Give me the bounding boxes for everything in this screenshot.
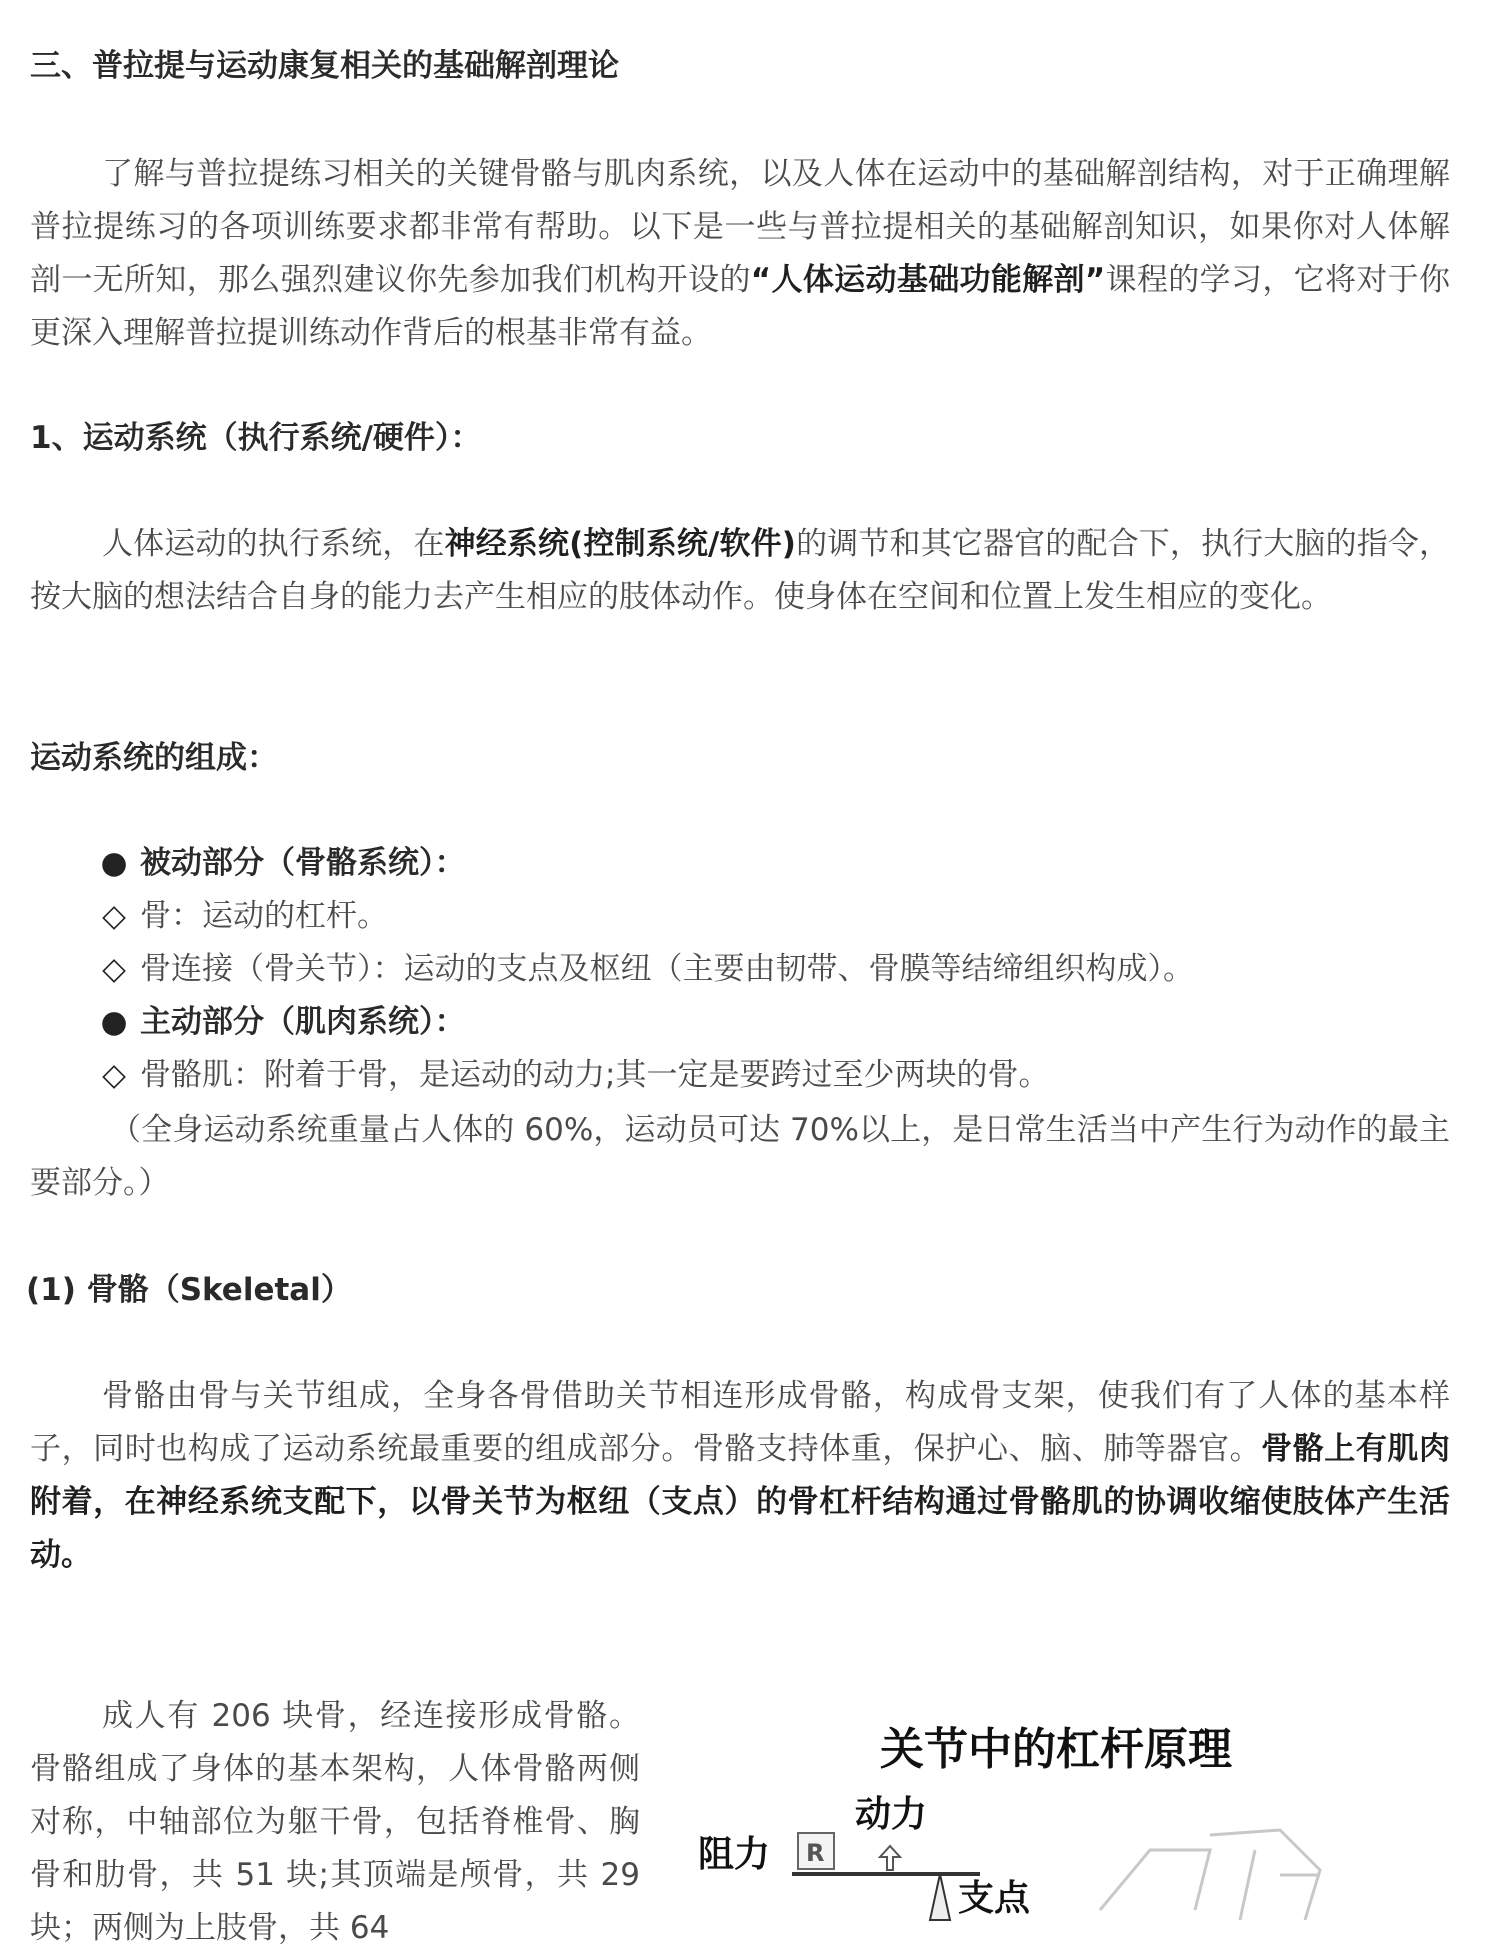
skeletal-bold-text: 骨骼上有肌肉附着，在神经系统支配下，以骨关节为枢纽（支点）的骨杠杆结构通过骨骼肌的协调收缩使肢体产生活动。 <box>30 1431 1450 1573</box>
skeletal-text: 骨骼由骨与关节组成，全身各骨借助关节相连形成骨骼，构成骨支架，使我们有了人体的基本样子，同时也构成了运动系统最重要的组成部分。骨骼支持体重，保护心、脑、肺等器官。 <box>30 1378 1450 1467</box>
bullet-text: 被动部分（骨骼系统）： <box>140 845 466 881</box>
bullet-bone <box>88 896 388 936</box>
intro-paragraph <box>30 148 1450 360</box>
bullet-dot-icon: ● <box>100 845 128 881</box>
nervous-system-term: 神经系统(控制系统/软件) <box>444 526 796 562</box>
bullet-text: 骨：运动的杠杆。 <box>140 898 388 934</box>
composition-heading: 运动系统的组成： <box>30 740 278 776</box>
weight-note: （全身运动系统重量占人体的 60%，运动员可达 70%以上，是日常生活当中产生行为动作的最主要部分。） <box>30 1112 1450 1201</box>
resistance-box-label: R <box>806 1839 825 1867</box>
bullet-dot-icon: ● <box>100 1004 128 1040</box>
bullet-text: 骨骼肌：附着于骨，是运动的动力;其一定是要跨过至少两块的骨。 <box>140 1057 1050 1093</box>
bullet-active-part <box>88 1002 466 1042</box>
figure-title: 关节中的杠杆原理 <box>880 1724 1232 1775</box>
lever-principle-figure <box>680 1700 1400 1920</box>
bullet-skeletal-muscle <box>88 1055 1049 1095</box>
diamond-icon: ◇ <box>102 951 126 987</box>
watermark-stamp <box>1100 1830 1320 1920</box>
motor-text-2: 的调节和其它器官的配合下，执行大脑的指令，按大脑的想法结合自身的能力去产生相应的肢体动作。使身体在空间和位置上发生相应的变化。 <box>30 526 1451 615</box>
skeletal-paragraph <box>30 1370 1450 1582</box>
fulcrum-triangle <box>930 1874 950 1920</box>
bullet-text: 主动部分（肌肉系统）： <box>140 1004 466 1040</box>
skeletal-heading: (1) 骨骼（Skeletal） <box>26 1272 352 1308</box>
power-label: 动力 <box>855 1794 928 1835</box>
diamond-icon: ◇ <box>102 898 126 934</box>
bullet-passive-part <box>88 843 466 883</box>
diamond-icon: ◇ <box>102 1057 126 1093</box>
motor-system-paragraph <box>30 518 1450 624</box>
intro-text-1: 了解与普拉提练习相关的关键骨骼与肌肉系统，以及人体在运动中的基础解剖结构，对于正确理解普拉提练习的各项训练要求都非常有帮助。以下是一些与普拉提相关的基础解剖知识，如果你对人体解剖一无所知，那么强烈建议你先参加我们机构开设的 <box>30 156 1450 298</box>
force-arrow-icon <box>880 1846 900 1870</box>
adult-bones-paragraph: 成人有 206 块骨，经连接形成骨骼。骨骼组成了身体的基本架构，人体骨骼两侧对称，中轴部位为躯干骨，包括脊椎骨、胸骨和肋骨，共 51 块;其顶端是颅骨，共 29 块；两侧为上肢骨，共 64 <box>30 1698 640 1946</box>
bullet-text: 骨连接（骨关节）：运动的支点及枢纽（主要由韧带、骨膜等结缔组织构成）。 <box>140 951 1194 987</box>
bullet-joint <box>88 949 1194 989</box>
course-name: “人体运动基础功能解剖” <box>750 262 1106 298</box>
motor-text-1: 人体运动的执行系统，在 <box>102 526 445 562</box>
fulcrum-label: 支点 <box>958 1878 1031 1919</box>
section-title: 三、普拉提与运动康复相关的基础解剖理论 <box>30 48 619 84</box>
intro-text-2: 课程的学习，它将对于你更深入理解普拉提训练动作背后的根基非常有益。 <box>30 262 1451 351</box>
resistance-label: 阻力 <box>698 1834 771 1875</box>
motor-system-heading: 1、运动系统（执行系统/硬件）： <box>30 420 482 456</box>
